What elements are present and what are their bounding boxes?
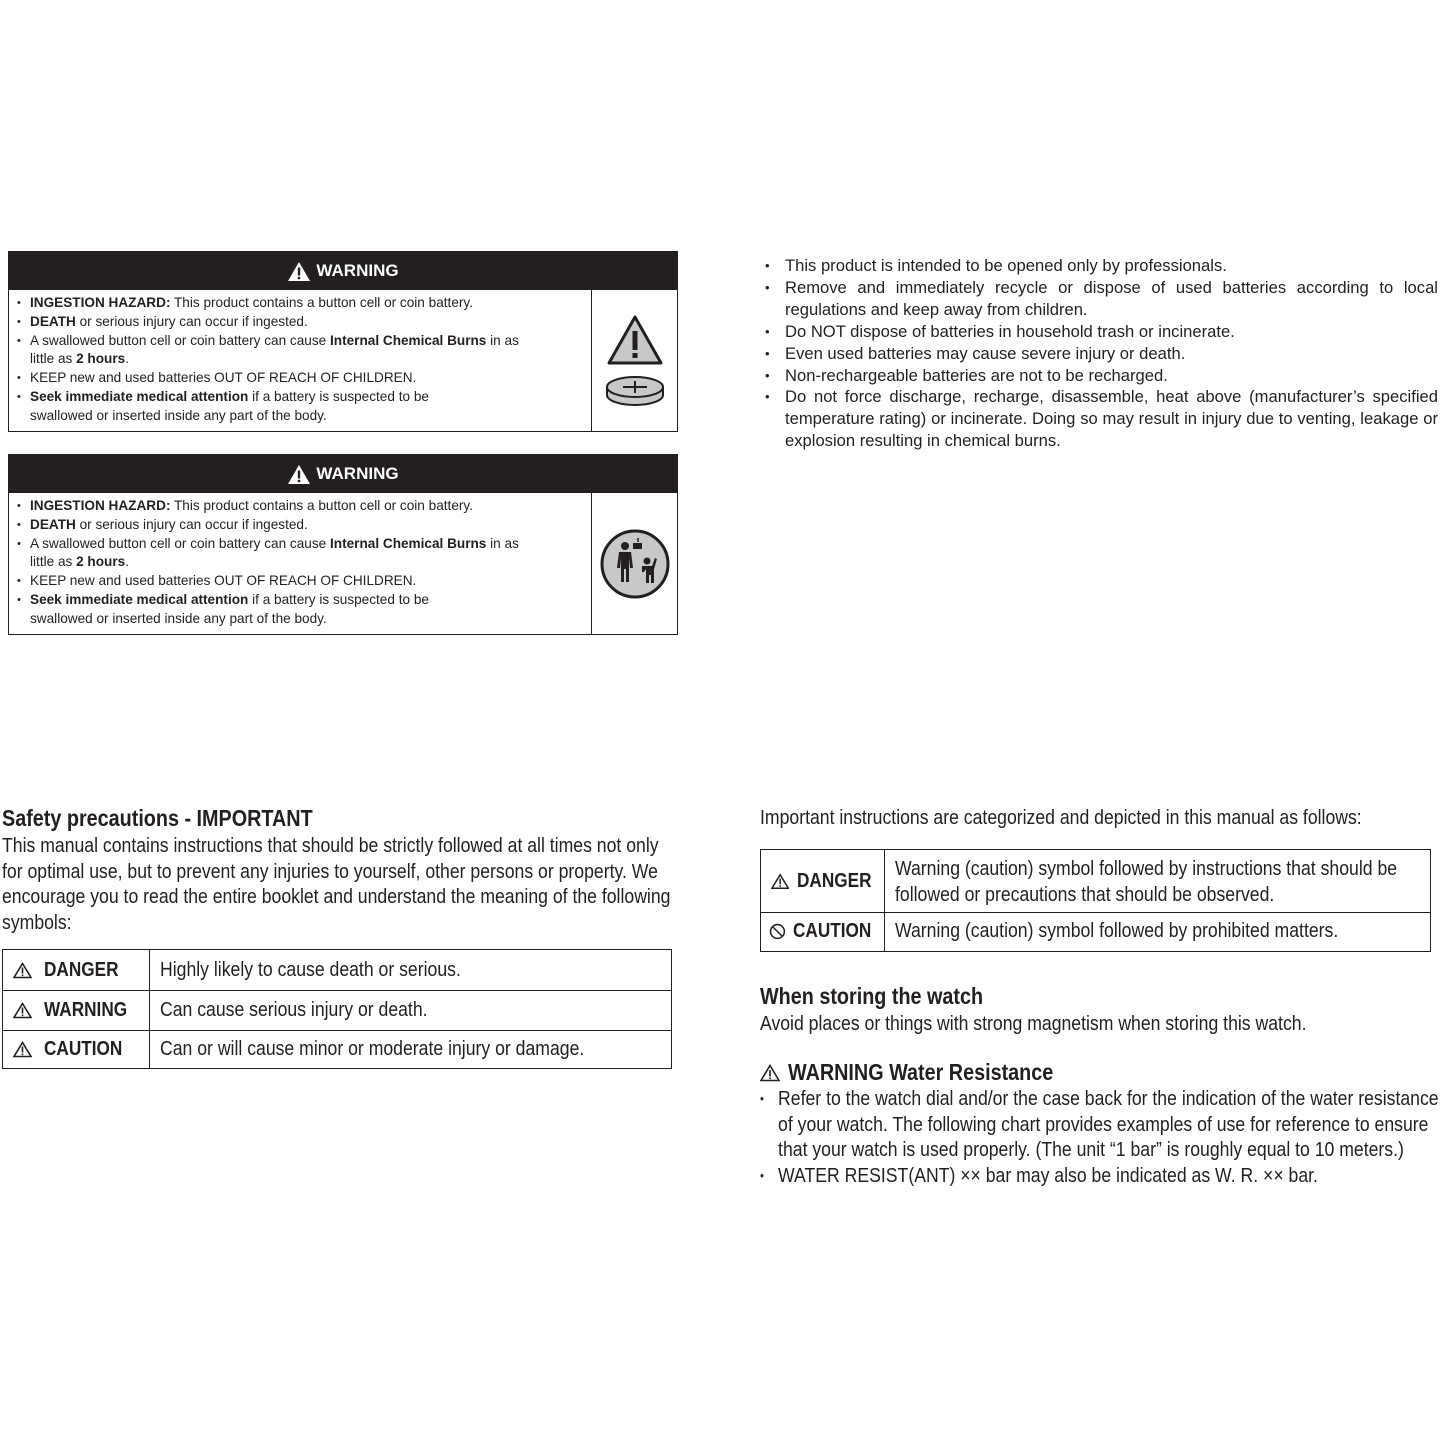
warning-triangle-icon [760, 1064, 780, 1082]
warning-triangle-icon [13, 1002, 32, 1019]
hazard-triangle-icon [606, 314, 664, 366]
symbol-description: Highly likely to cause death or serious. [160, 958, 461, 981]
warning-icons [591, 493, 677, 634]
warning-header [9, 252, 677, 290]
warning-triangle-icon [13, 1041, 32, 1058]
list-item: • WATER RESIST(ANT) ×× bar may also be indicated as W. R. ×× bar. [760, 1163, 1439, 1189]
list-item: • Refer to the watch dial and/or the case back for the indication of the water resistance of your watch. The following chart provides examples of use for reference to ensure that your watch is used properly. (The unit “1 bar” is roughly equal to 10 meters.) [760, 1086, 1439, 1163]
warning-text [9, 493, 591, 634]
water-title-row [760, 1059, 1096, 1086]
prohibited-icon [769, 922, 786, 941]
list-item: • INGESTION HAZARD: This product contains a button cell or coin battery. [17, 497, 583, 516]
safety-title: Safety precautions - IMPORTANT [2, 805, 313, 831]
warning-title: WARNING [316, 464, 399, 483]
warning-triangle-icon [13, 962, 32, 979]
category-table [760, 849, 1431, 952]
warning-text [9, 290, 591, 431]
coin-battery-icon [605, 374, 665, 408]
table-row [3, 990, 671, 1031]
list-item: • DEATH or serious injury can occur if ingested. [17, 516, 583, 535]
warning-header [9, 455, 677, 493]
list-item: • A swallowed button cell or coin battery can cause Internal Chemical Burns in as little as 2 hours. [17, 332, 583, 370]
warning-title: WARNING [316, 261, 399, 280]
category-label: DANGER [797, 869, 872, 892]
categories-intro: Important instructions are categorized and depicted in this manual as follows: [760, 806, 1362, 829]
list-item: • DEATH or serious injury can occur if ingested. [17, 313, 583, 332]
table-row [761, 912, 1430, 951]
warning-icons [591, 290, 677, 431]
list-item: • This product is intended to be opened only by professionals. [765, 255, 1438, 277]
category-description: Warning (caution) symbol followed by prohibited matters. [895, 919, 1339, 942]
storing-text: Avoid places or things with strong magnetism when storing this watch. [760, 1012, 1307, 1035]
table-row [761, 850, 1430, 913]
safety-section [2, 803, 681, 935]
list-item: • Seek immediate medical attention if a battery is suspected to be swallowed or inserted inside any part of the body. [17, 388, 583, 426]
category-label: CAUTION [792, 920, 872, 942]
category-description: Warning (caution) symbol followed by instructions that should be followed or precautions that should be observed. [895, 857, 1398, 906]
safety-intro: This manual contains instructions that should be strictly followed at all times not only for optimal use, but to prevent any injuries to yourself, other persons or property. We encourage you to read the entire booklet and understand the meaning of the following symbols: [2, 834, 671, 934]
list-item: • Do not force discharge, recharge, disassemble, heat above (manufacturer’s specified temperature rating) or incinerate. Doing so may result in injury due to venting, leakage or explosion resulting in chemical burns. [765, 386, 1438, 452]
symbol-description: Can or will cause minor or moderate injury or damage. [160, 1037, 585, 1060]
warning-triangle-icon [287, 261, 311, 282]
water-list [760, 1086, 1439, 1188]
symbol-label: DANGER [44, 958, 119, 981]
water-title: WARNING Water Resistance [788, 1059, 1054, 1085]
list-item: • Remove and immediately recycle or dispose of used batteries according to local regulations and keep away from children. [765, 277, 1438, 321]
list-item: • KEEP new and used batteries OUT OF REACH OF CHILDREN. [17, 369, 583, 388]
keep-away-from-children-icon [600, 529, 670, 599]
symbol-table [2, 949, 672, 1069]
table-row [3, 1030, 671, 1068]
list-item: • KEEP new and used batteries OUT OF REACH OF CHILDREN. [17, 572, 583, 591]
storing-section [760, 981, 1306, 1037]
warning-box-children [8, 454, 678, 635]
list-item: • INGESTION HAZARD: This product contains a button cell or coin battery. [17, 294, 583, 313]
symbol-label: CAUTION [44, 1037, 123, 1060]
symbol-label: WARNING [44, 998, 128, 1021]
list-item: • Even used batteries may cause severe injury or death. [765, 343, 1438, 365]
table-row [3, 950, 671, 991]
list-item: • Do NOT dispose of batteries in household trash or incinerate. [765, 321, 1438, 343]
list-item: • A swallowed button cell or coin battery can cause Internal Chemical Burns in as little as 2 hours. [17, 535, 583, 573]
storing-title: When storing the watch [760, 983, 984, 1009]
warning-triangle-icon [287, 464, 311, 485]
warning-triangle-icon [771, 873, 789, 890]
symbol-description: Can cause serious injury or death. [160, 998, 428, 1021]
list-item: • Seek immediate medical attention if a battery is suspected to be swallowed or inserted inside any part of the body. [17, 591, 583, 629]
battery-notes [765, 255, 1438, 452]
warning-box-battery [8, 251, 678, 432]
list-item: • Non-rechargeable batteries are not to be recharged. [765, 365, 1438, 387]
